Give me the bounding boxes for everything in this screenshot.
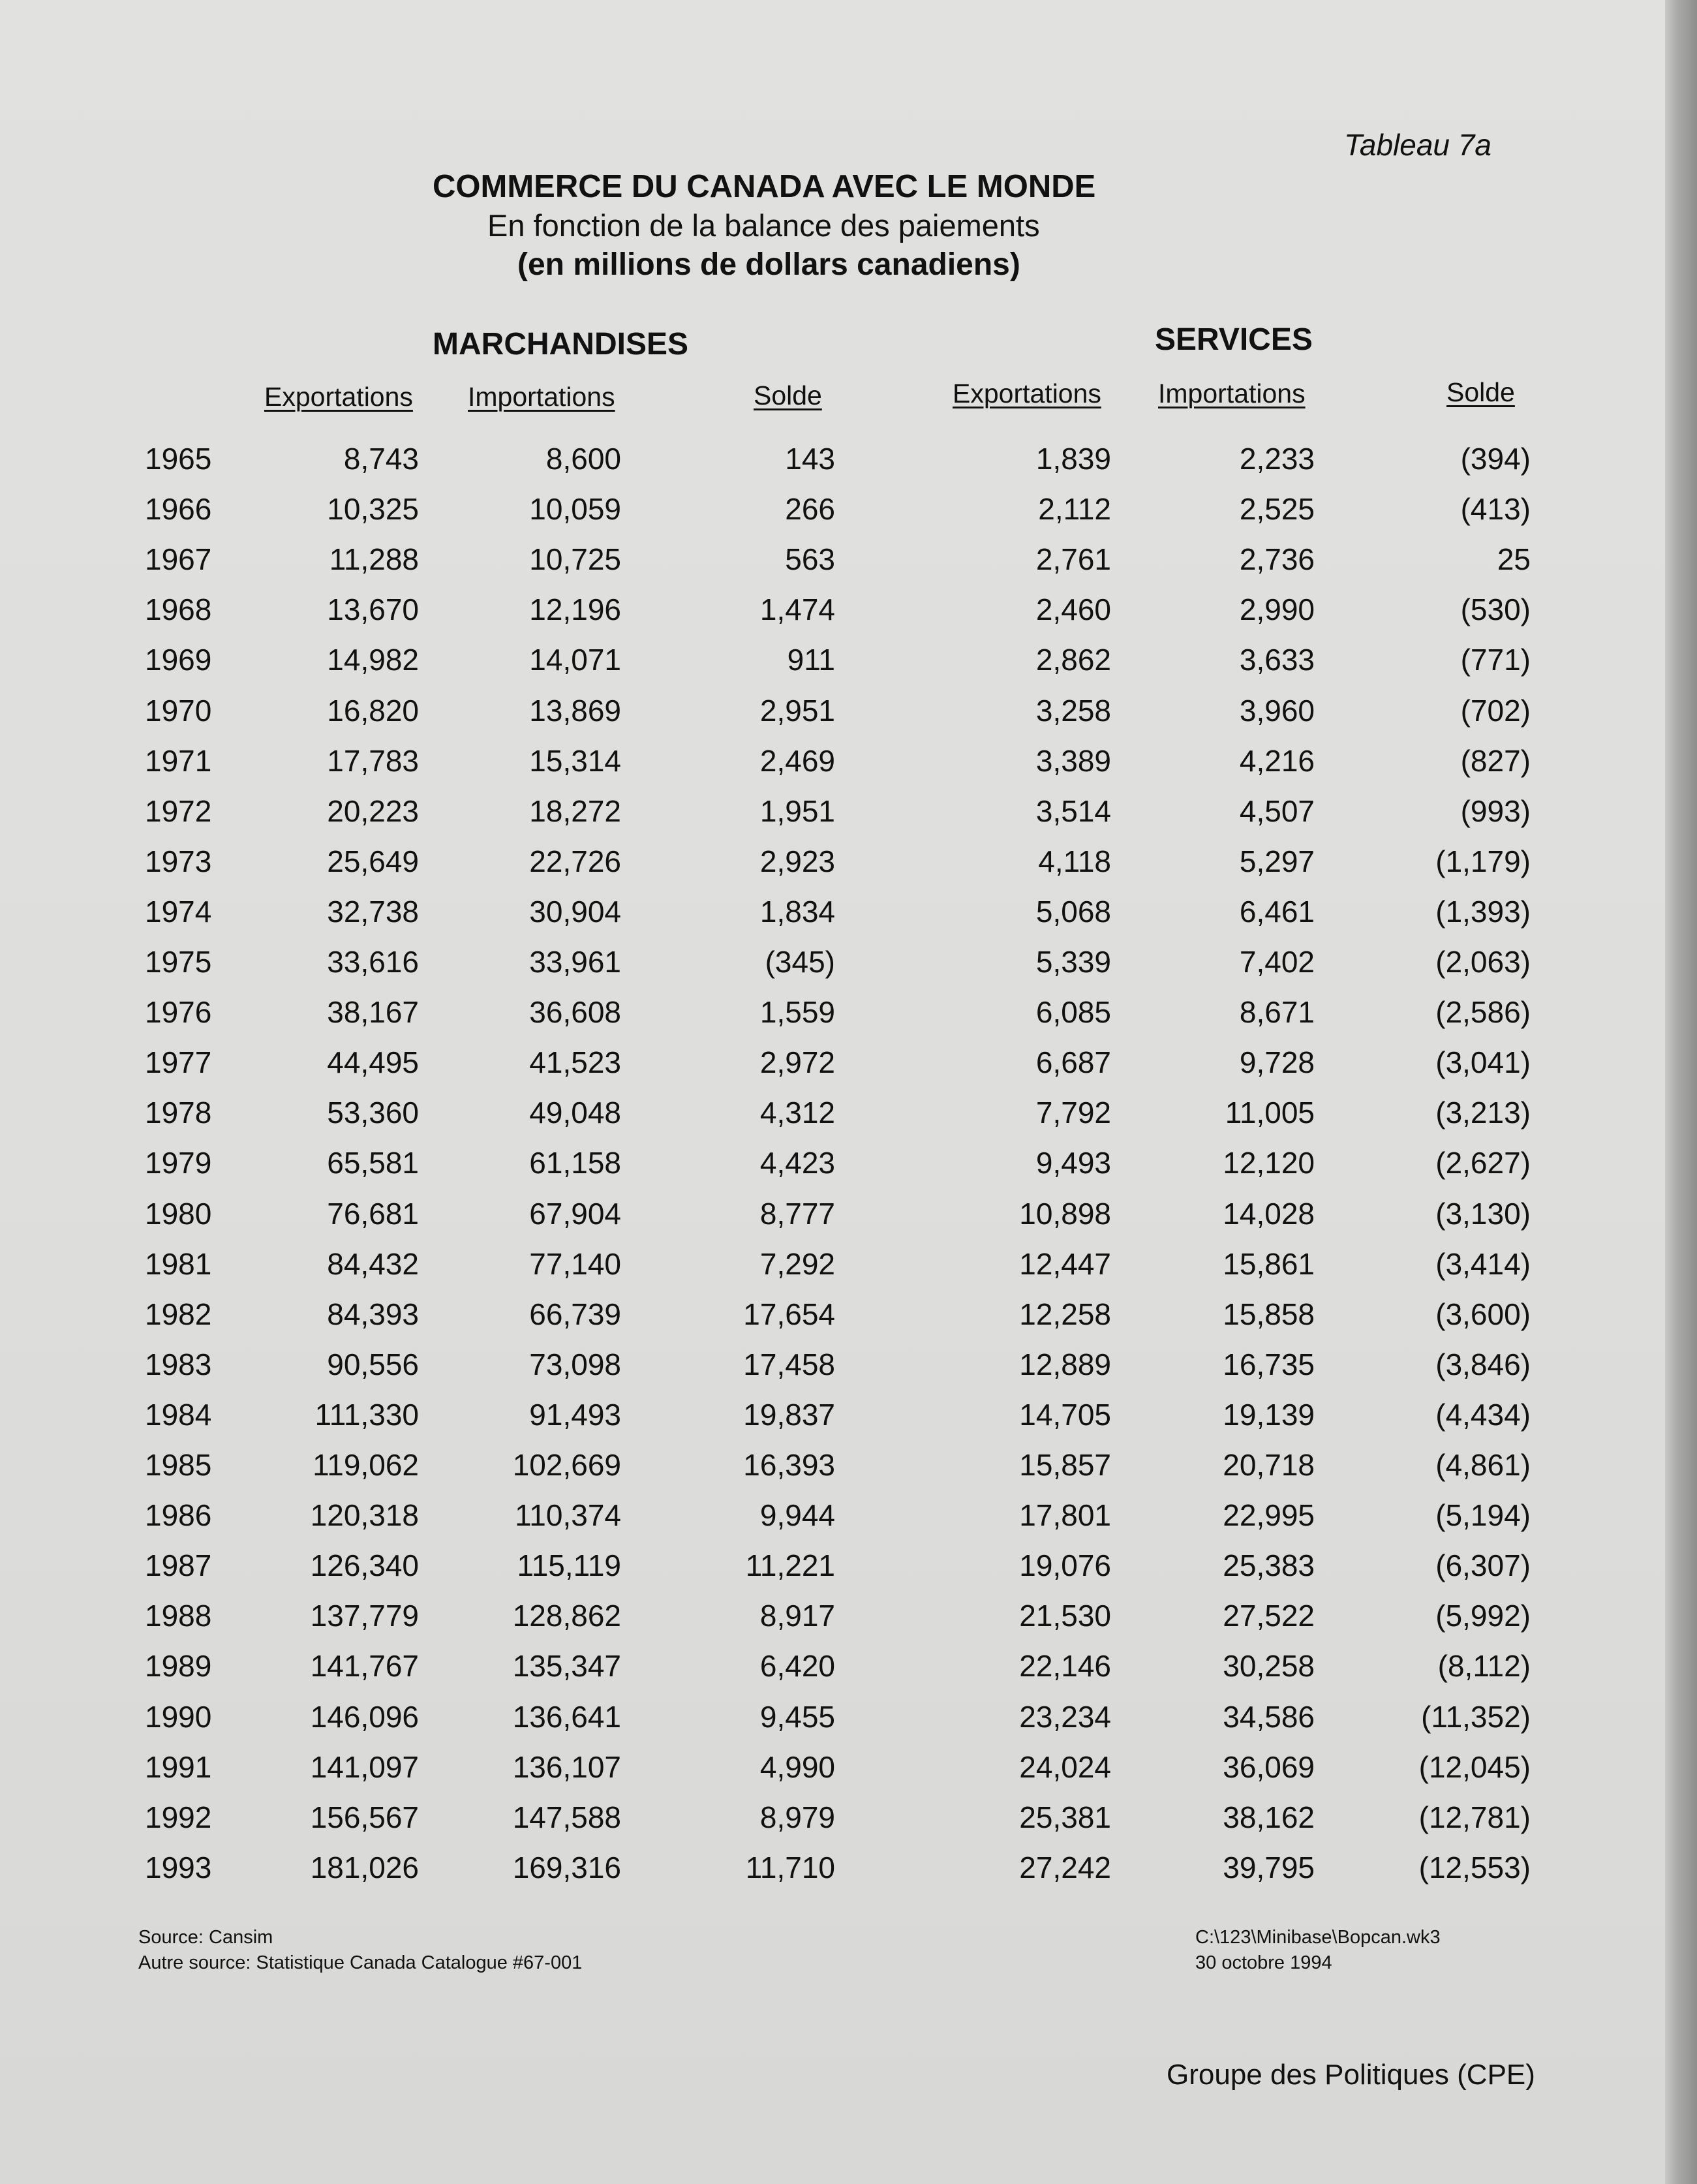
merch-imports-cell: 73,098 bbox=[529, 1347, 621, 1381]
merch-exports-cell: 53,360 bbox=[327, 1096, 419, 1130]
row-year: 1987 bbox=[145, 1548, 212, 1583]
serv-exports-cell: 5,339 bbox=[1035, 945, 1111, 979]
col-header-serv-balance: Solde bbox=[1446, 377, 1515, 407]
merch-balance-cell: 266 bbox=[785, 492, 835, 527]
merch-imports-cell: 128,862 bbox=[512, 1599, 621, 1633]
col-header-serv-exports: Exportations bbox=[953, 378, 1101, 408]
serv-imports-cell: 30,258 bbox=[1223, 1649, 1315, 1684]
serv-balance-cell: (3,600) bbox=[1435, 1297, 1531, 1331]
merch-exports-cell: 8,743 bbox=[343, 442, 419, 476]
merch-imports-cell: 67,904 bbox=[529, 1196, 621, 1231]
merch-exports-cell: 32,738 bbox=[327, 894, 419, 929]
serv-balance-cell: (5,992) bbox=[1435, 1599, 1531, 1633]
row-year: 1991 bbox=[145, 1749, 212, 1784]
row-year: 1993 bbox=[145, 1850, 212, 1884]
merch-imports-cell: 13,869 bbox=[529, 693, 621, 728]
serv-imports-cell: 7,402 bbox=[1239, 945, 1315, 979]
serv-exports-cell: 7,792 bbox=[1035, 1096, 1111, 1130]
serv-imports-cell: 34,586 bbox=[1223, 1699, 1315, 1734]
merch-balance-cell: 7,292 bbox=[759, 1246, 835, 1281]
merch-exports-cell: 20,223 bbox=[327, 793, 419, 828]
row-year: 1981 bbox=[145, 1246, 212, 1281]
merch-exports-cell: 181,026 bbox=[310, 1850, 419, 1884]
serv-imports-cell: 2,736 bbox=[1239, 542, 1315, 577]
merch-balance-cell: 4,423 bbox=[759, 1146, 835, 1180]
merch-balance-cell: 911 bbox=[787, 643, 835, 677]
table-label: Tableau 7a bbox=[1344, 128, 1491, 162]
serv-imports-cell: 14,028 bbox=[1223, 1196, 1315, 1231]
serv-imports-cell: 6,461 bbox=[1239, 894, 1315, 929]
merch-exports-cell: 76,681 bbox=[327, 1196, 419, 1231]
merch-imports-cell: 10,725 bbox=[529, 542, 621, 577]
serv-balance-cell: (702) bbox=[1460, 693, 1531, 728]
merch-exports-cell: 25,649 bbox=[327, 844, 419, 878]
serv-balance-cell: (2,586) bbox=[1435, 995, 1531, 1030]
serv-exports-cell: 14,705 bbox=[1019, 1397, 1111, 1432]
row-year: 1971 bbox=[145, 743, 212, 778]
page-subtitle: En fonction de la balance des paiements bbox=[487, 208, 1040, 243]
row-year: 1983 bbox=[145, 1347, 212, 1381]
merch-imports-cell: 136,641 bbox=[512, 1699, 621, 1734]
serv-exports-cell: 24,024 bbox=[1019, 1749, 1111, 1784]
serv-exports-cell: 12,447 bbox=[1019, 1246, 1111, 1281]
row-year: 1968 bbox=[145, 592, 212, 627]
merch-exports-cell: 14,982 bbox=[327, 643, 419, 677]
merch-exports-cell: 137,779 bbox=[310, 1599, 419, 1633]
serv-imports-cell: 2,990 bbox=[1239, 592, 1315, 627]
serv-balance-cell: (771) bbox=[1460, 643, 1531, 677]
serv-imports-cell: 11,005 bbox=[1225, 1096, 1315, 1130]
serv-exports-cell: 2,862 bbox=[1035, 643, 1111, 677]
serv-imports-cell: 27,522 bbox=[1223, 1599, 1315, 1633]
col-header-merch-exports: Exportations bbox=[264, 382, 413, 412]
row-year: 1990 bbox=[145, 1699, 212, 1734]
merch-balance-cell: 2,469 bbox=[759, 743, 835, 778]
serv-balance-cell: (8,112) bbox=[1437, 1649, 1531, 1684]
merch-imports-cell: 135,347 bbox=[512, 1649, 621, 1684]
units-note: (en millions de dollars canadiens) bbox=[517, 247, 1020, 282]
serv-imports-cell: 3,633 bbox=[1239, 643, 1315, 677]
merch-exports-cell: 65,581 bbox=[327, 1146, 419, 1180]
group-name: Groupe des Politiques (CPE) bbox=[1167, 2059, 1535, 2091]
section-services-heading: SERVICES bbox=[1155, 322, 1313, 357]
row-year: 1978 bbox=[145, 1096, 212, 1130]
serv-exports-cell: 3,514 bbox=[1035, 793, 1111, 828]
merch-balance-cell: 2,923 bbox=[759, 844, 835, 878]
serv-balance-cell: (1,393) bbox=[1435, 894, 1531, 929]
serv-imports-cell: 8,671 bbox=[1239, 995, 1315, 1030]
merch-imports-cell: 66,739 bbox=[529, 1297, 621, 1331]
serv-imports-cell: 25,383 bbox=[1223, 1548, 1315, 1583]
merch-balance-cell: 8,917 bbox=[759, 1599, 835, 1633]
serv-imports-cell: 22,995 bbox=[1223, 1498, 1315, 1533]
serv-exports-cell: 22,146 bbox=[1019, 1649, 1111, 1684]
serv-exports-cell: 3,389 bbox=[1035, 743, 1111, 778]
serv-imports-cell: 3,960 bbox=[1239, 693, 1315, 728]
serv-exports-cell: 27,242 bbox=[1019, 1850, 1111, 1884]
merch-balance-cell: 9,455 bbox=[759, 1699, 835, 1734]
row-year: 1976 bbox=[145, 995, 212, 1030]
serv-imports-cell: 15,861 bbox=[1223, 1246, 1315, 1281]
row-year: 1992 bbox=[145, 1800, 212, 1834]
serv-balance-cell: (827) bbox=[1460, 743, 1531, 778]
merch-balance-cell: 8,777 bbox=[759, 1196, 835, 1231]
merch-exports-cell: 146,096 bbox=[310, 1699, 419, 1734]
merch-balance-cell: 4,312 bbox=[759, 1096, 835, 1130]
file-path-note: C:\123\Minibase\Bopcan.wk3 bbox=[1195, 1927, 1441, 1948]
serv-balance-cell: (394) bbox=[1460, 442, 1531, 476]
merch-balance-cell: 17,458 bbox=[743, 1347, 835, 1381]
row-year: 1980 bbox=[145, 1196, 212, 1231]
serv-balance-cell: (530) bbox=[1460, 592, 1531, 627]
merch-imports-cell: 61,158 bbox=[529, 1146, 621, 1180]
merch-balance-cell: 11,710 bbox=[745, 1850, 835, 1884]
merch-balance-cell: 17,654 bbox=[743, 1297, 835, 1331]
merch-exports-cell: 156,567 bbox=[310, 1800, 419, 1834]
row-year: 1982 bbox=[145, 1297, 212, 1331]
merch-exports-cell: 141,097 bbox=[310, 1749, 419, 1784]
merch-exports-cell: 13,670 bbox=[327, 592, 419, 627]
serv-exports-cell: 1,839 bbox=[1035, 442, 1111, 476]
merch-imports-cell: 8,600 bbox=[545, 442, 621, 476]
merch-balance-cell: 1,834 bbox=[759, 894, 835, 929]
serv-exports-cell: 2,761 bbox=[1035, 542, 1111, 577]
serv-exports-cell: 12,258 bbox=[1019, 1297, 1111, 1331]
serv-balance-cell: (1,179) bbox=[1435, 844, 1531, 878]
serv-exports-cell: 6,687 bbox=[1035, 1045, 1111, 1080]
serv-imports-cell: 2,525 bbox=[1239, 492, 1315, 527]
serv-balance-cell: (2,627) bbox=[1435, 1146, 1531, 1180]
serv-exports-cell: 17,801 bbox=[1019, 1498, 1111, 1533]
merch-imports-cell: 91,493 bbox=[529, 1397, 621, 1432]
merch-imports-cell: 115,119 bbox=[517, 1548, 621, 1583]
serv-imports-cell: 19,139 bbox=[1223, 1397, 1315, 1432]
serv-balance-cell: (5,194) bbox=[1435, 1498, 1531, 1533]
merch-imports-cell: 110,374 bbox=[515, 1498, 621, 1533]
serv-imports-cell: 12,120 bbox=[1223, 1146, 1315, 1180]
merch-balance-cell: 1,474 bbox=[759, 592, 835, 627]
merch-exports-cell: 126,340 bbox=[310, 1548, 419, 1583]
serv-imports-cell: 5,297 bbox=[1239, 844, 1315, 878]
merch-exports-cell: 44,495 bbox=[327, 1045, 419, 1080]
other-source-note: Autre source: Statistique Canada Catalogue #67-001 bbox=[138, 1952, 583, 1973]
serv-exports-cell: 9,493 bbox=[1035, 1146, 1111, 1180]
merch-imports-cell: 12,196 bbox=[529, 592, 621, 627]
row-year: 1979 bbox=[145, 1146, 212, 1180]
serv-exports-cell: 21,530 bbox=[1019, 1599, 1111, 1633]
serv-balance-cell: (6,307) bbox=[1435, 1548, 1531, 1583]
merch-balance-cell: 16,393 bbox=[743, 1448, 835, 1482]
serv-balance-cell: (3,213) bbox=[1435, 1096, 1531, 1130]
merch-balance-cell: 143 bbox=[785, 442, 835, 476]
serv-imports-cell: 39,795 bbox=[1223, 1850, 1315, 1884]
serv-exports-cell: 23,234 bbox=[1019, 1699, 1111, 1734]
serv-balance-cell: (12,553) bbox=[1418, 1850, 1531, 1884]
col-header-merch-balance: Solde bbox=[754, 380, 822, 410]
serv-balance-cell: (12,781) bbox=[1418, 1800, 1531, 1834]
merch-exports-cell: 84,393 bbox=[327, 1297, 419, 1331]
merch-balance-cell: 2,951 bbox=[759, 693, 835, 728]
serv-imports-cell: 36,069 bbox=[1223, 1749, 1315, 1784]
section-merchandise-heading: MARCHANDISES bbox=[433, 327, 689, 361]
serv-exports-cell: 19,076 bbox=[1019, 1548, 1111, 1583]
serv-exports-cell: 10,898 bbox=[1019, 1196, 1111, 1231]
merch-exports-cell: 17,783 bbox=[327, 743, 419, 778]
merch-imports-cell: 15,314 bbox=[529, 743, 621, 778]
page-edge-shadow bbox=[1665, 0, 1697, 2184]
row-year: 1975 bbox=[145, 945, 212, 979]
merch-imports-cell: 102,669 bbox=[512, 1448, 621, 1482]
merch-imports-cell: 136,107 bbox=[512, 1749, 621, 1784]
source-note: Source: Cansim bbox=[138, 1927, 273, 1948]
merch-imports-cell: 30,904 bbox=[529, 894, 621, 929]
merch-balance-cell: 1,559 bbox=[759, 995, 835, 1030]
serv-balance-cell: (413) bbox=[1460, 492, 1531, 527]
merch-exports-cell: 10,325 bbox=[327, 492, 419, 527]
serv-exports-cell: 12,889 bbox=[1019, 1347, 1111, 1381]
serv-balance-cell: (4,434) bbox=[1435, 1397, 1531, 1432]
merch-exports-cell: 119,062 bbox=[313, 1448, 419, 1482]
serv-balance-cell: (3,041) bbox=[1435, 1045, 1531, 1080]
serv-balance-cell: (11,352) bbox=[1421, 1699, 1531, 1734]
serv-exports-cell: 2,460 bbox=[1035, 592, 1111, 627]
merch-imports-cell: 49,048 bbox=[529, 1096, 621, 1130]
merch-imports-cell: 22,726 bbox=[529, 844, 621, 878]
row-year: 1967 bbox=[145, 542, 212, 577]
merch-balance-cell: 1,951 bbox=[759, 793, 835, 828]
serv-exports-cell: 4,118 bbox=[1038, 844, 1111, 878]
merch-balance-cell: 563 bbox=[785, 542, 835, 577]
serv-imports-cell: 15,858 bbox=[1223, 1297, 1315, 1331]
serv-balance-cell: (3,130) bbox=[1435, 1196, 1531, 1231]
merch-balance-cell: 11,221 bbox=[745, 1548, 835, 1583]
merch-exports-cell: 33,616 bbox=[327, 945, 419, 979]
merch-imports-cell: 36,608 bbox=[529, 995, 621, 1030]
row-year: 1973 bbox=[145, 844, 212, 878]
merch-imports-cell: 33,961 bbox=[529, 945, 621, 979]
row-year: 1986 bbox=[145, 1498, 212, 1533]
merch-imports-cell: 18,272 bbox=[529, 793, 621, 828]
merch-exports-cell: 120,318 bbox=[310, 1498, 419, 1533]
merch-imports-cell: 147,588 bbox=[512, 1800, 621, 1834]
merch-balance-cell: 8,979 bbox=[759, 1800, 835, 1834]
merch-balance-cell: 6,420 bbox=[759, 1649, 835, 1684]
merch-balance-cell: 9,944 bbox=[759, 1498, 835, 1533]
row-year: 1988 bbox=[145, 1599, 212, 1633]
serv-imports-cell: 16,735 bbox=[1223, 1347, 1315, 1381]
merch-balance-cell: (345) bbox=[765, 945, 835, 979]
serv-exports-cell: 15,857 bbox=[1019, 1448, 1111, 1482]
row-year: 1972 bbox=[145, 793, 212, 828]
serv-balance-cell: 25 bbox=[1497, 542, 1531, 577]
row-year: 1970 bbox=[145, 693, 212, 728]
serv-exports-cell: 2,112 bbox=[1038, 492, 1111, 527]
merch-exports-cell: 141,767 bbox=[310, 1649, 419, 1684]
serv-balance-cell: (12,045) bbox=[1418, 1749, 1531, 1784]
serv-exports-cell: 5,068 bbox=[1035, 894, 1111, 929]
row-year: 1974 bbox=[145, 894, 212, 929]
merch-exports-cell: 38,167 bbox=[327, 995, 419, 1030]
row-year: 1984 bbox=[145, 1397, 212, 1432]
serv-exports-cell: 6,085 bbox=[1035, 995, 1111, 1030]
row-year: 1989 bbox=[145, 1649, 212, 1684]
row-year: 1966 bbox=[145, 492, 212, 527]
serv-imports-cell: 9,728 bbox=[1239, 1045, 1315, 1080]
serv-balance-cell: (3,846) bbox=[1435, 1347, 1531, 1381]
row-year: 1977 bbox=[145, 1045, 212, 1080]
merch-exports-cell: 84,432 bbox=[327, 1246, 419, 1281]
col-header-merch-imports: Importations bbox=[468, 382, 615, 412]
merch-imports-cell: 14,071 bbox=[529, 643, 621, 677]
merch-imports-cell: 77,140 bbox=[529, 1246, 621, 1281]
date-note: 30 octobre 1994 bbox=[1195, 1952, 1332, 1973]
serv-imports-cell: 4,507 bbox=[1239, 793, 1315, 828]
serv-balance-cell: (4,861) bbox=[1435, 1448, 1531, 1482]
serv-balance-cell: (2,063) bbox=[1435, 945, 1531, 979]
merch-balance-cell: 2,972 bbox=[759, 1045, 835, 1080]
serv-imports-cell: 38,162 bbox=[1223, 1800, 1315, 1834]
merch-imports-cell: 169,316 bbox=[512, 1850, 621, 1884]
merch-balance-cell: 4,990 bbox=[759, 1749, 835, 1784]
row-year: 1965 bbox=[145, 442, 212, 476]
serv-imports-cell: 2,233 bbox=[1239, 442, 1315, 476]
merch-exports-cell: 16,820 bbox=[327, 693, 419, 728]
serv-imports-cell: 20,718 bbox=[1223, 1448, 1315, 1482]
serv-imports-cell: 4,216 bbox=[1239, 743, 1315, 778]
page-title: COMMERCE DU CANADA AVEC LE MONDE bbox=[433, 169, 1096, 204]
row-year: 1985 bbox=[145, 1448, 212, 1482]
merch-exports-cell: 11,288 bbox=[329, 542, 419, 577]
merch-balance-cell: 19,837 bbox=[743, 1397, 835, 1432]
merch-imports-cell: 10,059 bbox=[529, 492, 621, 527]
merch-exports-cell: 111,330 bbox=[314, 1397, 419, 1432]
serv-exports-cell: 3,258 bbox=[1035, 693, 1111, 728]
serv-balance-cell: (3,414) bbox=[1435, 1246, 1531, 1281]
merch-imports-cell: 41,523 bbox=[529, 1045, 621, 1080]
serv-exports-cell: 25,381 bbox=[1019, 1800, 1111, 1834]
merch-exports-cell: 90,556 bbox=[327, 1347, 419, 1381]
serv-balance-cell: (993) bbox=[1460, 793, 1531, 828]
row-year: 1969 bbox=[145, 643, 212, 677]
col-header-serv-imports: Importations bbox=[1158, 378, 1306, 408]
